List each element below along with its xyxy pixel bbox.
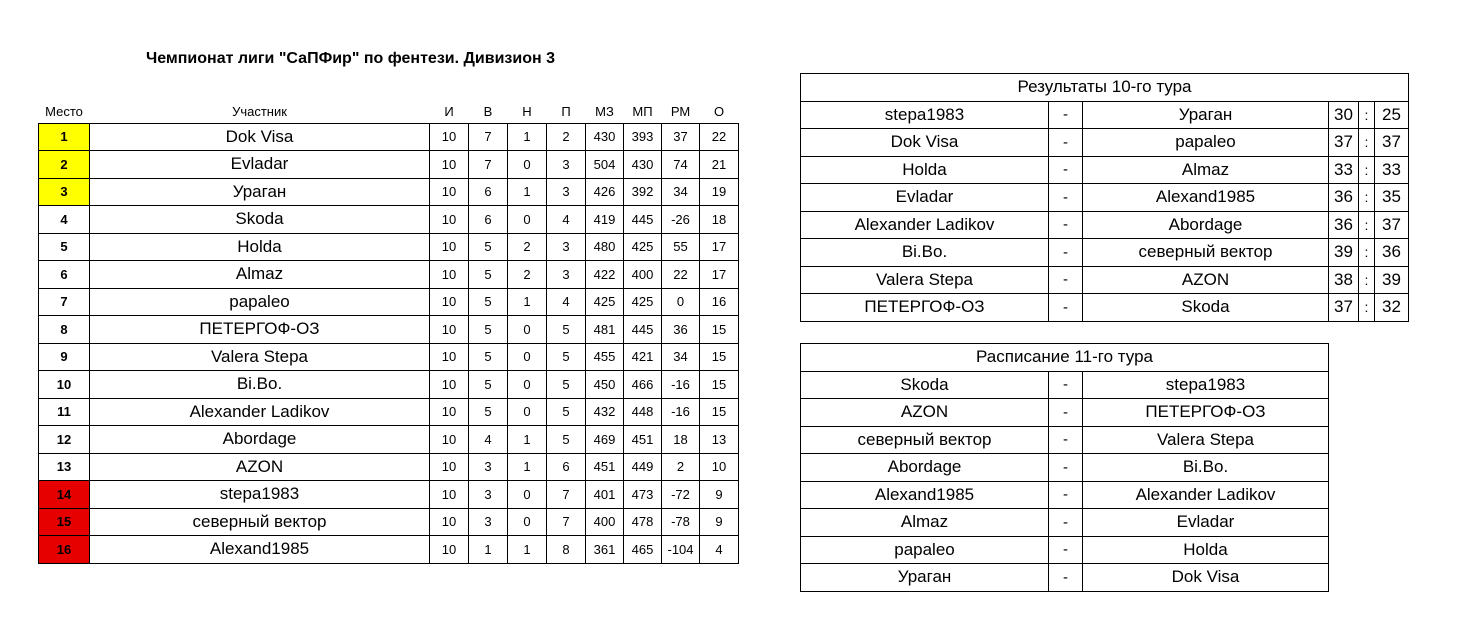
column-header: П (561, 103, 571, 119)
schedule-row (801, 399, 1329, 427)
participant-name: Almaz (90, 261, 430, 289)
stat-n: 0 (508, 371, 547, 399)
place-cell: 5 (39, 233, 90, 261)
stat-rm: 34 (662, 343, 700, 371)
participant-name: Alexand1985 (90, 536, 430, 564)
separator: - (1049, 371, 1083, 399)
stat-n: 0 (508, 343, 547, 371)
stat-i: 10 (430, 453, 469, 481)
place-cell: 13 (39, 453, 90, 481)
separator: - (1049, 184, 1083, 212)
away-score: 37 (1375, 129, 1409, 157)
separator: - (1049, 536, 1083, 564)
column-header: Участник (232, 103, 287, 119)
stat-p: 5 (547, 426, 586, 454)
away-team: Alexander Ladikov (1083, 481, 1329, 509)
away-team: AZON (1083, 266, 1329, 294)
participant-name: Ураган (90, 178, 430, 206)
separator: - (1049, 481, 1083, 509)
stat-v: 5 (469, 371, 508, 399)
table-row (39, 371, 739, 399)
stat-v: 5 (469, 233, 508, 261)
stat-mz: 426 (586, 178, 624, 206)
stat-i: 10 (430, 206, 469, 234)
table-row (39, 426, 739, 454)
stat-v: 3 (469, 481, 508, 509)
table-row (39, 233, 739, 261)
stat-i: 10 (430, 426, 469, 454)
home-team: Bi.Bo. (801, 239, 1049, 267)
stat-mp: 445 (624, 316, 662, 344)
stat-mz: 425 (586, 288, 624, 316)
score-separator: : (1359, 156, 1375, 184)
place-cell: 10 (39, 371, 90, 399)
away-team: Bi.Bo. (1083, 454, 1329, 482)
stat-p: 5 (547, 371, 586, 399)
stat-mz: 451 (586, 453, 624, 481)
separator: - (1049, 426, 1083, 454)
table-row (39, 151, 739, 179)
away-team: papaleo (1083, 129, 1329, 157)
home-score: 33 (1329, 156, 1359, 184)
away-team: stepa1983 (1083, 371, 1329, 399)
stat-n: 0 (508, 316, 547, 344)
home-team: Ураган (801, 564, 1049, 592)
results-table (800, 73, 1409, 322)
stat-o: 15 (700, 398, 739, 426)
stat-o: 10 (700, 453, 739, 481)
stat-o: 18 (700, 206, 739, 234)
stat-p: 3 (547, 261, 586, 289)
stat-i: 10 (430, 123, 469, 151)
stat-i: 10 (430, 316, 469, 344)
stat-n: 0 (508, 508, 547, 536)
place-cell: 3 (39, 178, 90, 206)
home-team: Abordage (801, 454, 1049, 482)
results-caption: Результаты 10-го тура (801, 74, 1409, 102)
participant-name: Bi.Bo. (90, 371, 430, 399)
stat-o: 15 (700, 316, 739, 344)
home-team: papaleo (801, 536, 1049, 564)
away-team: Dok Visa (1083, 564, 1329, 592)
separator: - (1049, 239, 1083, 267)
place-cell: 6 (39, 261, 90, 289)
stat-v: 5 (469, 261, 508, 289)
away-team: Abordage (1083, 211, 1329, 239)
place-cell: 2 (39, 151, 90, 179)
stat-rm: -16 (662, 371, 700, 399)
stat-mp: 465 (624, 536, 662, 564)
schedule-row (801, 426, 1329, 454)
stat-v: 4 (469, 426, 508, 454)
stat-mz: 480 (586, 233, 624, 261)
stat-o: 17 (700, 261, 739, 289)
participant-name: AZON (90, 453, 430, 481)
stat-rm: -72 (662, 481, 700, 509)
place-cell: 9 (39, 343, 90, 371)
stat-p: 3 (547, 178, 586, 206)
separator: - (1049, 101, 1083, 129)
stat-o: 15 (700, 371, 739, 399)
stat-o: 17 (700, 233, 739, 261)
column-header: О (713, 103, 725, 119)
schedule-row (801, 509, 1329, 537)
score-separator: : (1359, 294, 1375, 322)
column-header: И (444, 103, 454, 119)
separator: - (1049, 564, 1083, 592)
away-score: 35 (1375, 184, 1409, 212)
stat-mp: 449 (624, 453, 662, 481)
stat-rm: 36 (662, 316, 700, 344)
stat-p: 7 (547, 481, 586, 509)
place-cell: 14 (39, 481, 90, 509)
stat-n: 0 (508, 206, 547, 234)
home-score: 38 (1329, 266, 1359, 294)
stat-p: 3 (547, 151, 586, 179)
participant-name: ПЕТЕРГОФ-ОЗ (90, 316, 430, 344)
separator: - (1049, 129, 1083, 157)
stat-i: 10 (430, 233, 469, 261)
stat-p: 7 (547, 508, 586, 536)
stat-mz: 455 (586, 343, 624, 371)
away-team: Skoda (1083, 294, 1329, 322)
result-row (801, 129, 1409, 157)
table-row (39, 123, 739, 151)
stat-p: 5 (547, 316, 586, 344)
home-score: 39 (1329, 239, 1359, 267)
stat-rm: 74 (662, 151, 700, 179)
schedule-row (801, 454, 1329, 482)
away-score: 36 (1375, 239, 1409, 267)
stat-v: 7 (469, 151, 508, 179)
stat-rm: 22 (662, 261, 700, 289)
score-separator: : (1359, 129, 1375, 157)
stat-rm: 34 (662, 178, 700, 206)
stat-rm: 2 (662, 453, 700, 481)
stat-n: 1 (508, 426, 547, 454)
separator: - (1049, 454, 1083, 482)
stat-mp: 466 (624, 371, 662, 399)
away-score: 25 (1375, 101, 1409, 129)
stat-mz: 419 (586, 206, 624, 234)
table-row (39, 316, 739, 344)
table-row (39, 481, 739, 509)
stat-i: 10 (430, 288, 469, 316)
stat-o: 4 (700, 536, 739, 564)
column-header: МП (632, 103, 653, 119)
stat-v: 6 (469, 206, 508, 234)
stat-n: 0 (508, 151, 547, 179)
participant-name: северный вектор (90, 508, 430, 536)
stat-n: 0 (508, 481, 547, 509)
stat-i: 10 (430, 261, 469, 289)
standings-header-row (39, 100, 739, 123)
stat-i: 10 (430, 371, 469, 399)
stat-mp: 421 (624, 343, 662, 371)
separator: - (1049, 266, 1083, 294)
home-team: Alexander Ladikov (801, 211, 1049, 239)
participant-name: stepa1983 (90, 481, 430, 509)
place-cell: 16 (39, 536, 90, 564)
stat-o: 13 (700, 426, 739, 454)
standings-table (38, 100, 739, 564)
result-row (801, 156, 1409, 184)
away-team: Holda (1083, 536, 1329, 564)
stat-mp: 448 (624, 398, 662, 426)
score-separator: : (1359, 101, 1375, 129)
stat-n: 1 (508, 536, 547, 564)
stat-v: 5 (469, 288, 508, 316)
stat-n: 2 (508, 261, 547, 289)
table-row (39, 508, 739, 536)
participant-name: Dok Visa (90, 123, 430, 151)
stat-i: 10 (430, 178, 469, 206)
stat-v: 1 (469, 536, 508, 564)
stat-mz: 504 (586, 151, 624, 179)
schedule-row (801, 564, 1329, 592)
stat-mp: 451 (624, 426, 662, 454)
away-score: 33 (1375, 156, 1409, 184)
stat-p: 6 (547, 453, 586, 481)
place-cell: 8 (39, 316, 90, 344)
result-row (801, 184, 1409, 212)
home-score: 36 (1329, 211, 1359, 239)
stat-i: 10 (430, 398, 469, 426)
away-team: Alexand1985 (1083, 184, 1329, 212)
stat-p: 4 (547, 206, 586, 234)
stat-mz: 481 (586, 316, 624, 344)
table-row (39, 288, 739, 316)
table-row (39, 453, 739, 481)
stat-mp: 400 (624, 261, 662, 289)
participant-name: Evladar (90, 151, 430, 179)
table-row (39, 261, 739, 289)
table-row (39, 206, 739, 234)
table-row (39, 178, 739, 206)
separator: - (1049, 211, 1083, 239)
away-team: Ураган (1083, 101, 1329, 129)
result-row (801, 101, 1409, 129)
table-row (39, 343, 739, 371)
stat-n: 1 (508, 178, 547, 206)
stat-o: 9 (700, 508, 739, 536)
separator: - (1049, 294, 1083, 322)
stat-mp: 425 (624, 233, 662, 261)
score-separator: : (1359, 239, 1375, 267)
away-team: Valera Stepa (1083, 426, 1329, 454)
stat-p: 4 (547, 288, 586, 316)
stat-rm: 18 (662, 426, 700, 454)
place-cell: 7 (39, 288, 90, 316)
stat-n: 0 (508, 398, 547, 426)
stat-mp: 473 (624, 481, 662, 509)
stat-rm: -26 (662, 206, 700, 234)
home-score: 30 (1329, 101, 1359, 129)
home-team: AZON (801, 399, 1049, 427)
score-separator: : (1359, 211, 1375, 239)
page-title: Чемпионат лиги "СаПФир" по фентези. Дивизион 3 (146, 50, 555, 67)
away-score: 39 (1375, 266, 1409, 294)
stat-i: 10 (430, 508, 469, 536)
participant-name: Skoda (90, 206, 430, 234)
home-team: Dok Visa (801, 129, 1049, 157)
participant-name: Valera Stepa (90, 343, 430, 371)
stat-v: 3 (469, 453, 508, 481)
home-team: северный вектор (801, 426, 1049, 454)
stat-mp: 425 (624, 288, 662, 316)
stat-o: 15 (700, 343, 739, 371)
stat-mz: 450 (586, 371, 624, 399)
schedule-caption: Расписание 11-го тура (801, 344, 1329, 372)
stat-o: 9 (700, 481, 739, 509)
home-team: Evladar (801, 184, 1049, 212)
stat-o: 19 (700, 178, 739, 206)
stat-v: 6 (469, 178, 508, 206)
stat-mz: 400 (586, 508, 624, 536)
stat-mz: 469 (586, 426, 624, 454)
place-cell: 11 (39, 398, 90, 426)
score-separator: : (1359, 266, 1375, 294)
stat-p: 5 (547, 343, 586, 371)
schedule-row (801, 536, 1329, 564)
stat-mz: 422 (586, 261, 624, 289)
stat-n: 1 (508, 123, 547, 151)
stat-v: 7 (469, 123, 508, 151)
place-cell: 15 (39, 508, 90, 536)
result-row (801, 266, 1409, 294)
home-team: stepa1983 (801, 101, 1049, 129)
stat-i: 10 (430, 536, 469, 564)
stat-p: 8 (547, 536, 586, 564)
column-header: В (483, 103, 493, 119)
stat-n: 1 (508, 453, 547, 481)
stat-p: 2 (547, 123, 586, 151)
stat-mz: 430 (586, 123, 624, 151)
away-team: северный вектор (1083, 239, 1329, 267)
schedule-table (800, 343, 1329, 592)
away-team: Evladar (1083, 509, 1329, 537)
stat-mz: 432 (586, 398, 624, 426)
stat-o: 22 (700, 123, 739, 151)
column-header: МЗ (595, 103, 614, 119)
home-team: Skoda (801, 371, 1049, 399)
separator: - (1049, 399, 1083, 427)
stat-o: 21 (700, 151, 739, 179)
stat-v: 5 (469, 343, 508, 371)
home-team: ПЕТЕРГОФ-ОЗ (801, 294, 1049, 322)
separator: - (1049, 156, 1083, 184)
stat-v: 5 (469, 316, 508, 344)
stat-p: 3 (547, 233, 586, 261)
away-score: 32 (1375, 294, 1409, 322)
result-row (801, 211, 1409, 239)
stat-n: 2 (508, 233, 547, 261)
table-row (39, 536, 739, 564)
home-score: 36 (1329, 184, 1359, 212)
stat-p: 5 (547, 398, 586, 426)
participant-name: papaleo (90, 288, 430, 316)
column-header: РМ (670, 103, 691, 119)
stat-n: 1 (508, 288, 547, 316)
away-team: ПЕТЕРГОФ-ОЗ (1083, 399, 1329, 427)
stat-i: 10 (430, 343, 469, 371)
home-team: Valera Stepa (801, 266, 1049, 294)
stat-i: 10 (430, 151, 469, 179)
home-team: Almaz (801, 509, 1049, 537)
stat-rm: -78 (662, 508, 700, 536)
away-score: 37 (1375, 211, 1409, 239)
stat-v: 5 (469, 398, 508, 426)
stat-rm: 55 (662, 233, 700, 261)
participant-name: Abordage (90, 426, 430, 454)
away-team: Almaz (1083, 156, 1329, 184)
column-header: Н (522, 103, 532, 119)
home-team: Alexand1985 (801, 481, 1049, 509)
stat-rm: -16 (662, 398, 700, 426)
result-row (801, 239, 1409, 267)
schedule-row (801, 481, 1329, 509)
participant-name: Holda (90, 233, 430, 261)
place-cell: 1 (39, 123, 90, 151)
stat-rm: 37 (662, 123, 700, 151)
table-row (39, 398, 739, 426)
participant-name: Alexander Ladikov (90, 398, 430, 426)
stat-v: 3 (469, 508, 508, 536)
column-header: Место (45, 103, 83, 119)
home-score: 37 (1329, 294, 1359, 322)
home-team: Holda (801, 156, 1049, 184)
separator: - (1049, 509, 1083, 537)
stat-i: 10 (430, 481, 469, 509)
place-cell: 4 (39, 206, 90, 234)
stat-mp: 392 (624, 178, 662, 206)
stat-mz: 361 (586, 536, 624, 564)
stat-rm: -104 (662, 536, 700, 564)
stat-o: 16 (700, 288, 739, 316)
stat-rm: 0 (662, 288, 700, 316)
schedule-row (801, 371, 1329, 399)
stat-mp: 478 (624, 508, 662, 536)
stat-mp: 393 (624, 123, 662, 151)
result-row (801, 294, 1409, 322)
stat-mp: 430 (624, 151, 662, 179)
stat-mp: 445 (624, 206, 662, 234)
place-cell: 12 (39, 426, 90, 454)
home-score: 37 (1329, 129, 1359, 157)
score-separator: : (1359, 184, 1375, 212)
stat-mz: 401 (586, 481, 624, 509)
